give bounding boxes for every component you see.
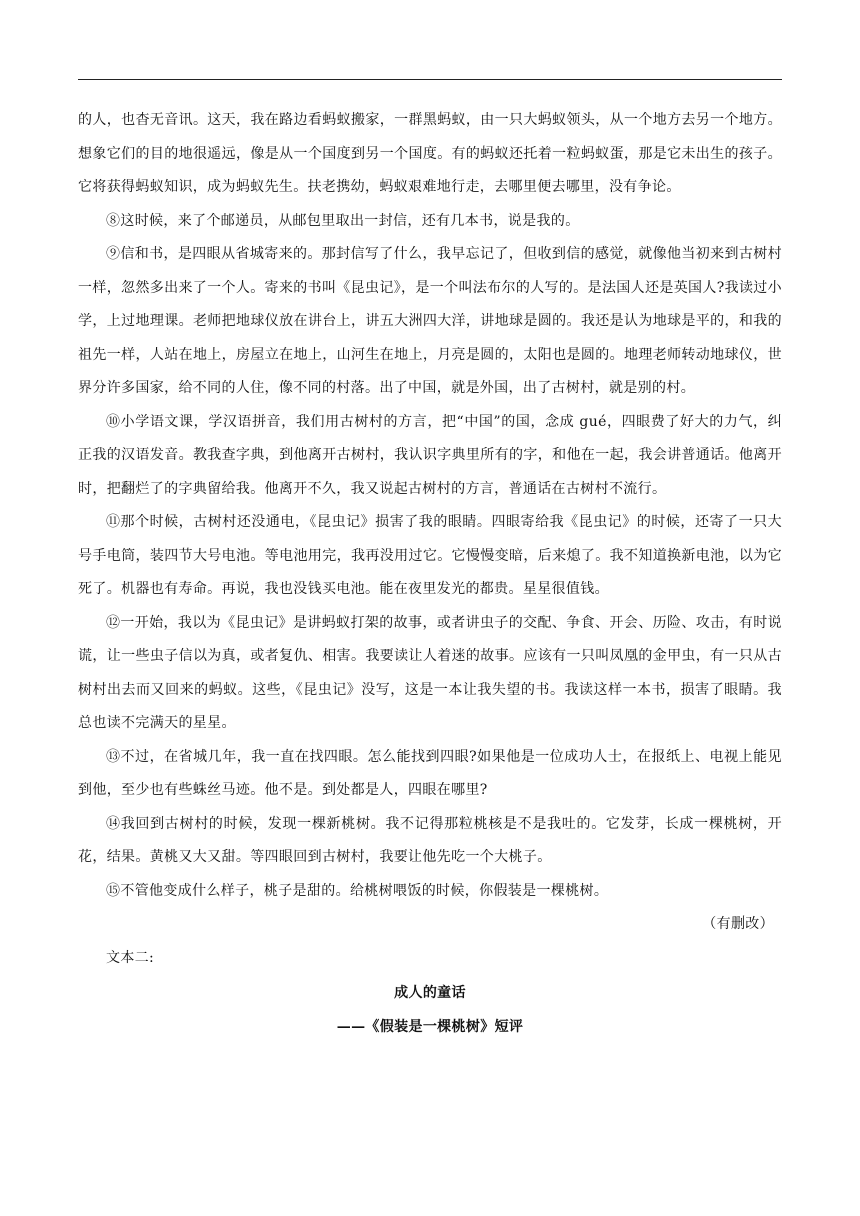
- paragraph-14: ⑭我回到古树村的时候，发现一棵新桃树。我不记得那粒桃核是不是我吐的。它发芽，长成一棵桃树，开花，结果。黄桃又大又甜。等四眼回到古树村，我要让他先吃一个大桃子。: [78, 815, 782, 865]
- document-body: [78, 104, 782, 1044]
- paragraph-15: ⑮不管他变成什么样子，桃子是甜的。给桃树喂饭的时候，你假装是一棵桃树。: [106, 882, 609, 899]
- paragraph-11: ⑪那个时候，古树村还没通电，《昆虫记》损害了我的眼睛。四眼寄给我《昆虫记》的时候，还寄了一只大号手电筒，装四节大号电池。等电池用完，我再没用过它。它慢慢变暗，后来熄了。我不知道换新电池，以为它死了。机器也有寿命。再说，我也没钱买电池。能在夜里发光的都贵。星星很值钱。: [78, 514, 782, 597]
- source-note: （有删改）: [702, 916, 774, 932]
- paragraph-10: ⑩小学语文课，学汉语拼音，我们用古树村的方言，把“中国”的国，念成 gué，四眼费了好大的力气，纠正我的汉语发音。教我查字典，到他离开古树村，我认识字典里所有的字，和他在一起，我会讲普通话。他离开时，把翻烂了的字典留给我。他离开不久，我又说起古树村的方言，普通话在古树村不流行。: [78, 413, 782, 497]
- text2-label: 文本二:: [106, 949, 155, 966]
- header-rule: [78, 79, 782, 80]
- paragraph-7-continued: 的人，也杳无音讯。这天，我在路边看蚂蚁搬家，一群黑蚂蚁，由一只大蚂蚁领头，从一个地方去另一个地方。想象它们的目的地很遥远，像是从一个国度到另一个国度。有的蚂蚁还托着一粒蚂蚁蛋，那是它未出生的孩子。它将获得蚂蚁知识，成为蚂蚁先生。扶老携幼，蚂蚁艰难地行走，去哪里便去哪里，没有争论。: [78, 112, 782, 195]
- paragraph-8: ⑧这时候，来了个邮递员，从邮包里取出一封信，还有几本书，说是我的。: [106, 212, 580, 229]
- text2-title: 成人的童话: [394, 985, 466, 1001]
- text2-subtitle: ——《假装是一棵桃树》短评: [336, 1018, 524, 1035]
- paragraph-13: ⑬不过，在省城几年，我一直在找四眼。怎么能找到四眼?如果他是一位成功人士，在报纸上、电视上能见到他，至少也有些蛛丝马迹。他不是。到处都是人，四眼在哪里?: [78, 748, 782, 798]
- paragraph-12: ⑫一开始，我以为《昆虫记》是讲蚂蚁打架的故事，或者讲虫子的交配、争食、开会、历险、攻击，有时说谎，让一些虫子信以为真，或者复仇、相害。我要读让人着迷的故事。应该有一只叫凤凰的金甲虫，有一只从古树村出去而又回来的蚂蚁。这些，《昆虫记》没写，这是一本让我失望的书。我读这样一本书，损害了眼睛。我总也读不完满天的星星。: [78, 614, 782, 731]
- paragraph-9: ⑨信和书，是四眼从省城寄来的。那封信写了什么，我早忘记了，但收到信的感觉，就像他当初来到古树村一样，忽然多出来了一个人。寄来的书叫《昆虫记》，是一个叫法布尔的人写的。是法国人还是英国人?我读过小学，上过地理课。老师把地球仪放在讲台上，讲五大洲四大洋，讲地球是圆的。我还是认为地球是平的，和我的祖先一样，人站在地上，房屋立在地上，山河生在地上，月亮是圆的，太阳也是圆的。地理老师转动地球仪，世界分许多国家，给不同的人住，像不同的村落。出了中国，就是外国，出了古树村，就是别的村。: [78, 246, 783, 396]
